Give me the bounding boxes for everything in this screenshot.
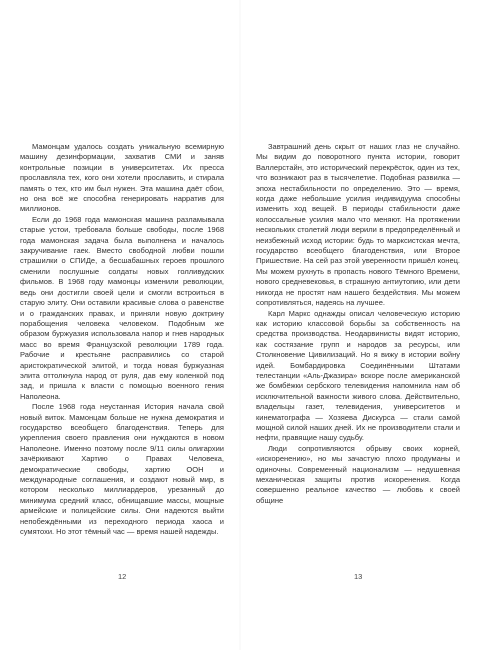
right-paragraph-1: Завтрашний день скрыт от наших глаз не случайно. Мы видим до поворотного пункта истории, говорит Валлерстайн, это исторический перекрёсток, один из тех, что возникают раз в тысячелетие. Подобная развилка — эпоха нестабильности по определению. Это — время, когда даже небольшие усилия индивидуума способны изменить ход вещей. В периоды стабильности даже колоссальные усилия мало что меняют. На протяжении нескольких столетий люди верили в предопределённый и неизбежный исход истории: будь то марксистская мечта, государство всеобщего благоденствия, или Второе Пришествие. На сей раз этой уверенности пришёл конец. Мы можем рухнуть в пропасть нового Тёмного Времени, нового средневековья, в страшную антиутопию, или дети никогда не простят нам нашего бездействия. Мы можем сопротивляться, надеясь на лучшее. [256,142,460,308]
left-page [20,142,224,537]
left-paragraph-1: Мамонцам удалось создать уникальную всемирную машину дезинформации, захватив СМИ и заняв контрольные позиции в университетах. Их пресса прославляла тех, кого они хотели прославить, и стирала память о тех, кто им был нужен. Эта машина даёт сбои, но она всё же способна генерировать нарратив для миллионов. [20,142,224,214]
right-paragraph-2: Карл Маркс однажды описал человеческую историю как историю классовой борьбы за собственность на средства производства. Неодарвинисты видят историю, как состязание групп и народов за ресурсы, или Столкновение Цивилизаций. Но я вижу в истории войну идей. Бомбардировка Соединёнными Штатами телестанции «Аль-Джазира» вскоре после американской же бомбёжки сербского телевидения напомнила нам об исключительной важности живого слова. Действительно, владельцы газет, телевидения, университетов и кинематографа — Хозяева Дискурса — стали самой мощной силой наших дней. Их не производители стали и нефти, правящие нашу судьбу. [256,308,460,443]
left-page-number: 12 [118,572,127,581]
gutter [239,0,241,650]
right-page-number: 13 [354,572,363,581]
right-paragraph-3: Люди сопротивляются обрыву своих корней, «искоренению», но мы зачастую плохо продуманы и одиночны. Современный национализм — недушевная механическая защиты против искоренения. Когда совершенно реальное качество — любовь к своей общине [256,443,460,505]
left-paragraph-3: После 1968 года неустанная История начала свой новый виток. Мамонцам больше не нужна демократия и государство всеобщего благоденствия. Теперь для укрепления своего правления они нуждаются в новом Наполеоне. Именно поэтому после 9/11 силы олигархии зачёркивают Хартию о Правах Человека, демократические свободы, хартию ООН и международные соглашения, и создают новый мир, в котором несколько миллиардеров, урезанный до минимума средний класс, обнищавшие массы, мощные армейские и полицейские силы. Они надеются выйти непобеждёнными из переходного периода хаоса и сумятохи. Но этот тёмный час — время нашей надежды. [20,402,224,537]
left-paragraph-2: Если до 1968 года мамонская машина разламывала старые устои, требовала больше свободы, после 1968 года мамонская задача была выполнена и началось закручивание гаек. Вместо свободной любви пошли страшилки о СПИДе, а бесшабашных героев прошлого сменили послушные солдаты новых голливудских фильмов. В 1968 году мамонцы изменили революции, ведь они достигли своей цели и смогли встроиться в старую элиту. Они оставили красивые слова о равенстве и о гражданских правах, и приняли новую доктрину порабощения человека человеком. Подобным же образом буржуазия использовала напор и гнев народных масс во время Французской революции 1789 года. Рабочие и крестьяне расправились со старой аристократической элитой, и тогда новая буржуазная элита оттолкнула народ от руля, дав ему коленкой под зад, и пришла к власти с помощью военного гения Наполеона. [20,214,224,401]
right-page [256,142,460,506]
